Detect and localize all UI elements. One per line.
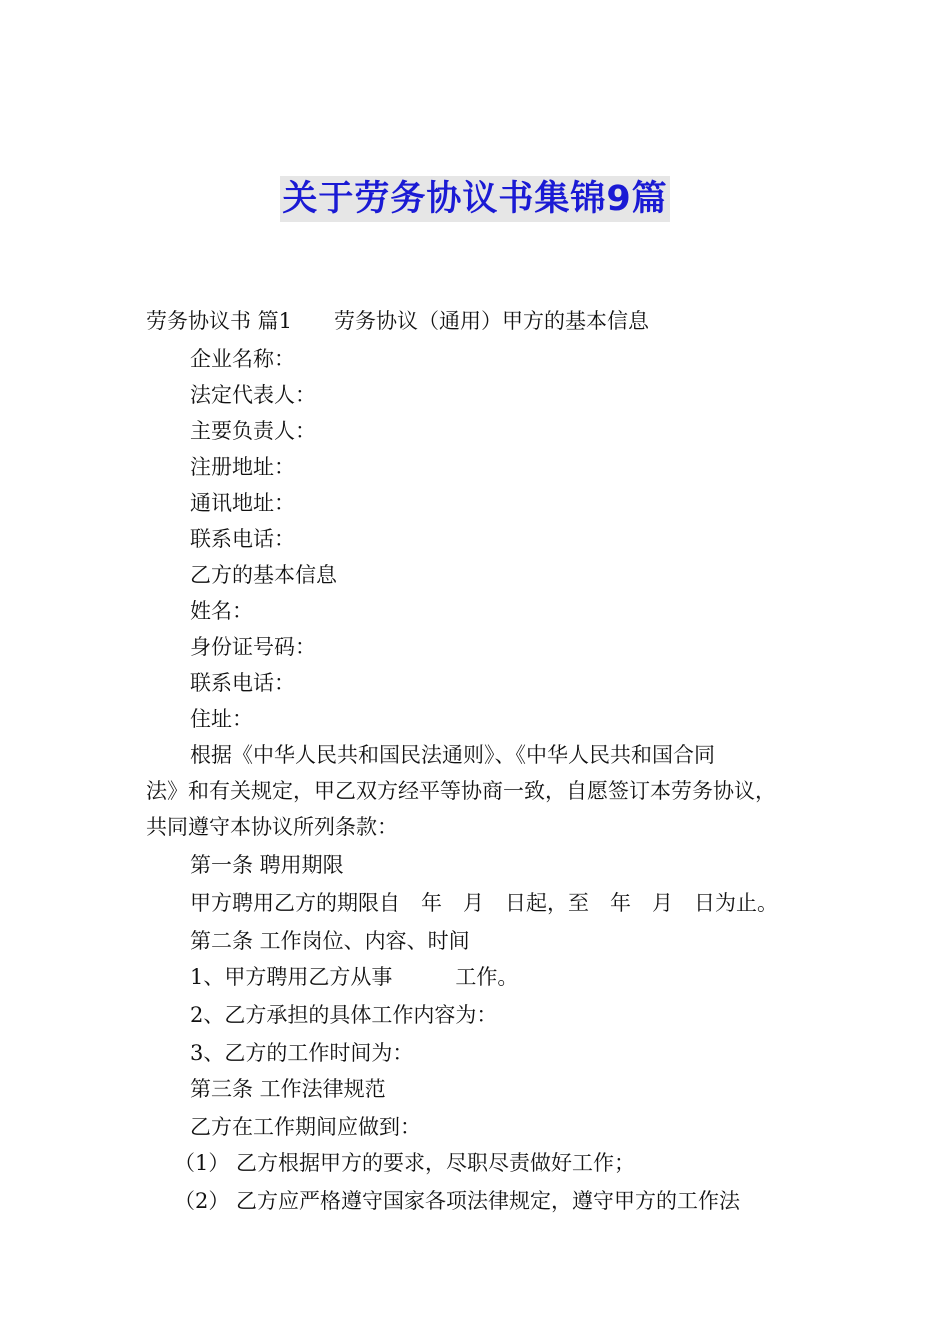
- article-2-item: 3、乙方的工作时间为：: [190, 1041, 414, 1065]
- paragraph-line: 法》和有关规定，甲乙双方经平等协商一致，自愿签订本劳务协议，: [146, 779, 776, 803]
- field-mailing-address: 通讯地址：: [190, 491, 295, 515]
- field-phone-a: 联系电话：: [190, 527, 295, 551]
- field-id-number: 身份证号码：: [190, 635, 316, 659]
- field-name: 姓名：: [190, 599, 253, 623]
- paragraph-line: 共同遵守本协议所列条款：: [146, 815, 398, 839]
- field-legal-rep: 法定代表人：: [190, 383, 316, 407]
- section-heading: 劳务协议书 篇1 劳务协议（通用）甲方的基本信息: [146, 309, 650, 333]
- field-address: 住址：: [190, 707, 253, 731]
- article-2-item: 2、乙方承担的具体工作内容为：: [190, 1003, 498, 1027]
- field-company-name: 企业名称：: [190, 347, 295, 371]
- field-registered-address: 注册地址：: [190, 455, 295, 479]
- article-1-body: 甲方聘用乙方的期限自 年 月 日起，至 年 月 日为止。: [190, 891, 778, 915]
- title-block: [0, 176, 950, 222]
- article-2-heading: 第二条 工作岗位、内容、时间: [190, 929, 470, 953]
- article-2-item: 1、甲方聘用乙方从事 工作。: [190, 965, 519, 989]
- article-3-heading: 第三条 工作法律规范: [190, 1077, 386, 1101]
- article-3-body: 乙方在工作期间应做到：: [190, 1115, 421, 1139]
- paragraph-line: 根据《中华人民共和国民法通则》、《中华人民共和国合同: [190, 743, 715, 767]
- document-title: 关于劳务协议书集锦9篇: [280, 176, 669, 222]
- field-phone-b: 联系电话：: [190, 671, 295, 695]
- article-1-heading: 第一条 聘用期限: [190, 853, 344, 877]
- field-principal: 主要负责人：: [190, 419, 316, 443]
- article-3-item: （2） 乙方应严格遵守国家各项法律规定，遵守甲方的工作法: [174, 1189, 741, 1213]
- party-b-heading: 乙方的基本信息: [190, 563, 337, 587]
- article-3-item: （1） 乙方根据甲方的要求，尽职尽责做好工作；: [174, 1151, 636, 1175]
